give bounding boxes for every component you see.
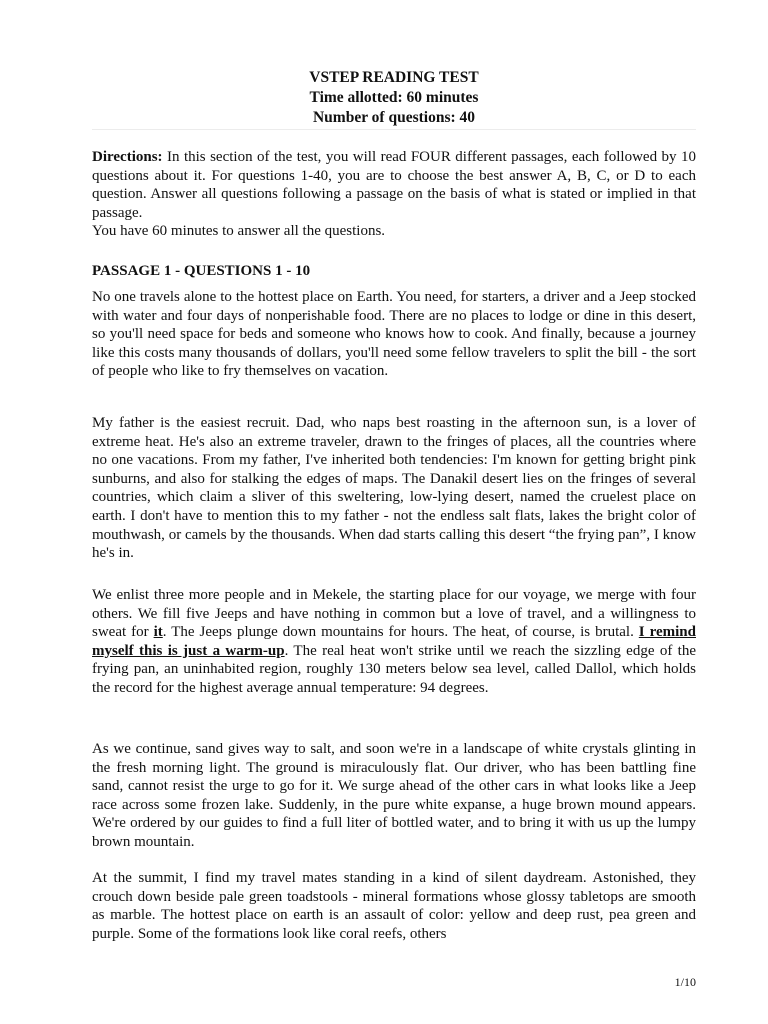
passage-paragraph-3: [92, 586, 696, 698]
paragraph-text: As we continue, sand gives way to salt, and soon we're in a landscape of white crystals glinting in the fresh morning light. The ground is miraculously flat. Our driver, who has been battling fine sand, cannot resist the urge to go for it. We surge ahead of the other cars in what looks like a Jeep race across some frozen lake. Suddenly, in the pure white expanse, a huge brown mound appears. We're ordered by our guides to find a full liter of bottled water, and to bring it with us up the lumpy brown mountain.: [92, 741, 696, 850]
text-segment: We enlist three more people and in Mekele, the starting place for our voyage, we merge with four others. We fill five Jeeps and have nothing in common but a love of travel, and a willingness to sweat for: [92, 587, 696, 641]
time-allotted: Time allotted: 60 minutes: [309, 89, 479, 106]
text-segment: . The Jeeps plunge down mountains for hours. The heat, of course, is brutal.: [162, 624, 639, 641]
passage-paragraph-1: [92, 288, 696, 381]
paragraph-text: At the summit, I find my travel mates standing in a kind of silent daydream. Astonished, they crouch down beside pale green toadstools - mineral formations whose glossy tabletops are smooth as marble. The hottest place on earth is an assault of color: yellow and deep rust, pea green and purple. Some of the formations look like coral reefs, others: [92, 870, 696, 942]
directions-label: Directions:: [92, 149, 163, 165]
paragraph-text: [92, 586, 696, 698]
paragraph-text: No one travels alone to the hottest place on Earth. You need, for starters, a driver and a Jeep stocked with water and four days of nonperishable food. There are no places to lodge or dine in this desert, so you'll need space for beds and someone who knows how to cook. And finally, because a journey like this costs many thousands of dollars, you'll need some fellow travelers to split the bill - the sort of people who like to fry themselves on vacation.: [92, 289, 696, 380]
passage-heading: PASSAGE 1 - QUESTIONS 1 - 10: [92, 263, 311, 279]
directions-text: In this section of the test, you will read FOUR different passages, each followed by 10 questions about it. For questions 1-40, you are to choose the best answer A, B, C, or D to each question. Answer all questions following a passage on the basis of what is stated or implied in that passage.: [92, 149, 696, 221]
directions-block: [92, 148, 696, 241]
passage-paragraph-4: [92, 740, 696, 852]
number-of-questions: Number of questions: 40: [312, 109, 476, 126]
time-note: You have 60 minutes to answer all the questions.: [92, 223, 386, 240]
passage-paragraph-2: [92, 414, 696, 563]
text-segment: . The real heat won't strike until we reach the sizzling edge of the frying pan, an uninhabited region, roughly 130 meters below sea level, called Dallol, which holds the record for the highest average annual temperature: 94 degrees.: [92, 642, 696, 696]
paragraph-text: My father is the easiest recruit. Dad, who naps best roasting in the afternoon sun, is a lover of extreme heat. He's also an extreme traveler, drawn to the fringes of places, all the countries where no one vacations. From my father, I've inherited both tendencies: I'm known for getting bright pink sunburns, and also for stalking the edges of maps. The Danakil desert lies on the fringes of several countries, which claim a sliver of this sweltering, low-lying desert, named the cruelest place on earth. I don't have to mention this to my father - not the endless salt flats, lakes the bright color of mouthwash, or camels by the thousands. When dad starts calling this desert “the frying pan”, I know he's in.: [92, 415, 696, 562]
test-header: [92, 68, 696, 128]
header-divider: [92, 129, 696, 130]
highlighted-word-it: it: [153, 624, 163, 641]
directions-paragraph: [92, 148, 696, 222]
page-number: 1/10: [674, 975, 696, 989]
passage-paragraph-5: [92, 869, 696, 943]
test-title: VSTEP READING TEST: [309, 69, 479, 86]
highlighted-sentence: I remind myself this is just a warm-up: [92, 624, 696, 659]
